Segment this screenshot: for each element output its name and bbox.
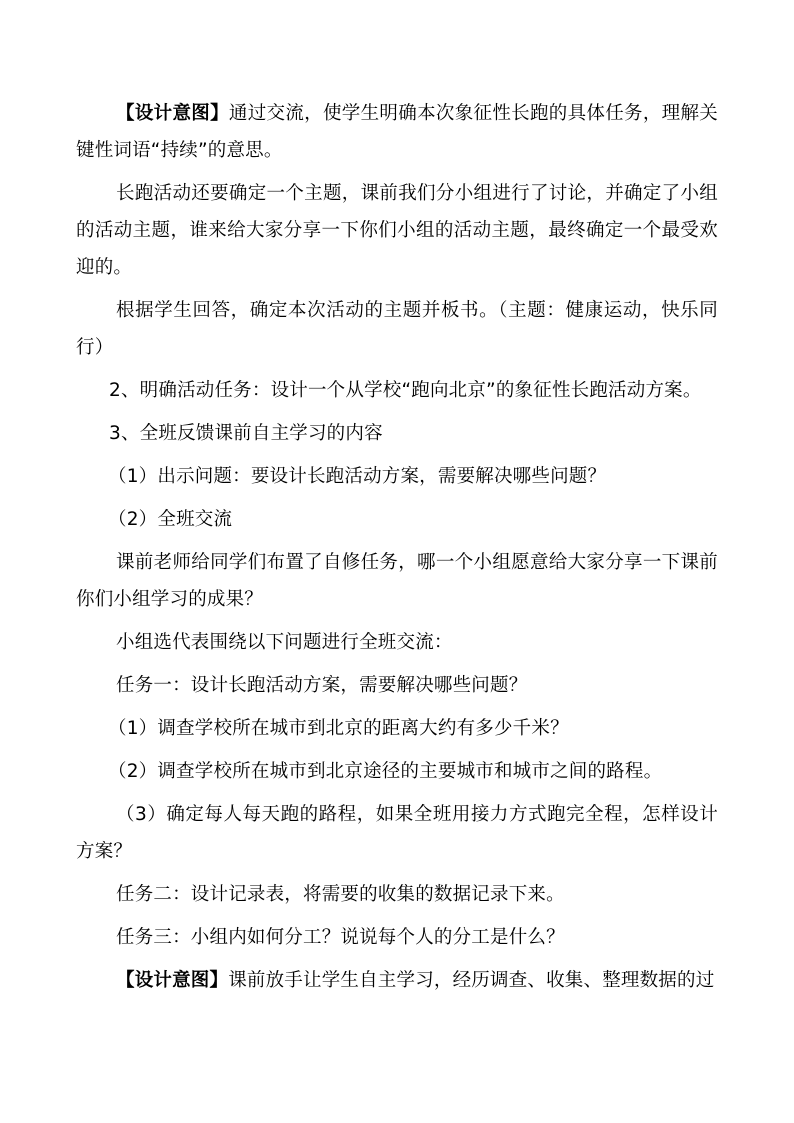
task-1-item-2: （2）调查学校所在城市到北京途径的主要城市和城市之间的路程。 (108, 761, 663, 782)
paragraph-theme-decision: 根据学生回答，确定本次活动的主题并板书。（主题：健康运动，快乐同行） (76, 300, 718, 358)
design-intent-paragraph-1 (76, 95, 718, 169)
document-body (76, 95, 718, 1005)
task-1-item-1: （1）调查学校所在城市到北京的距离大约有多少千米？ (108, 718, 569, 739)
task-2-heading: 任务二：设计记录表，将需要的收集的数据记录下来。 (116, 884, 565, 905)
task-1-heading: 任务一：设计长跑活动方案，需要解决哪些问题？ (116, 675, 528, 696)
substep-1: （1）出示问题：要设计长跑活动方案，需要解决哪些问题？ (108, 466, 607, 487)
paragraph-group-exchange: 小组选代表围绕以下问题进行全班交流： (116, 632, 453, 653)
design-intent-label: 【设计意图】 (116, 103, 229, 124)
paragraph-self-study: 课前老师给同学们布置了自修任务，哪一个小组愿意给大家分享一下课前你们小组学习的成果？ (76, 552, 718, 610)
substep-2: （2）全班交流 (108, 509, 233, 530)
task-1-item-3: （3）确定每人每天跑的路程，如果全班用接力方式跑完全程，怎样设计方案？ (76, 804, 718, 862)
paragraph-theme-intro: 长跑活动还要确定一个主题，课前我们分小组进行了讨论，并确定了小组的活动主题，谁来给大家分享一下你们小组的活动主题，最终确定一个最受欢迎的。 (76, 183, 718, 278)
step-3-heading: 3、全班反馈课前自主学习的内容 (109, 423, 383, 444)
paragraph-text: 通过交流，使学生明确本次象征性长跑的具体任务，理解关键性词语“持续”的意思。 (76, 103, 719, 161)
task-3-heading: 任务三：小组内如何分工？说说每个人的分工是什么？ (116, 927, 565, 948)
step-2-heading: 2、明确活动任务：设计一个从学校“跑向北京”的象征性长跑活动方案。 (109, 380, 702, 401)
design-intent-paragraph-2 (76, 962, 718, 999)
paragraph-text: 课前放手让学生自主学习，经历调查、收集、整理数据的过 (228, 970, 715, 991)
design-intent-label: 【设计意图】 (116, 970, 229, 991)
